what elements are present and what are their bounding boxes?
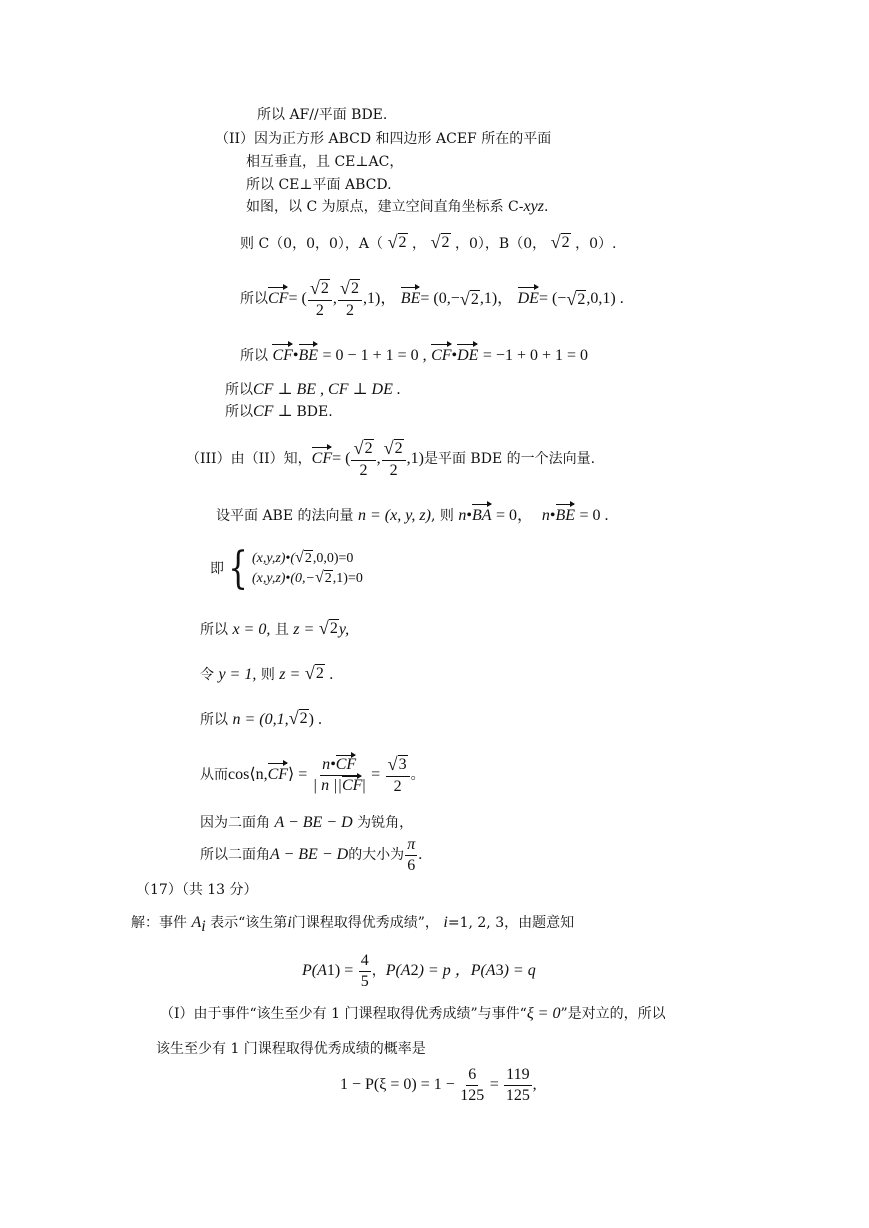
math-eq: =: [371, 766, 381, 783]
line-cf-perp: [225, 380, 401, 400]
fraction-119-over-125: $\frac{119}{125}$: [505, 1065, 530, 1104]
line-cosine: [200, 750, 425, 800]
sqrt-2: √ 2: [430, 232, 450, 252]
text-suoyi: 所以: [225, 382, 253, 398]
text-suoyi: 所以: [200, 622, 228, 638]
math-z: z =: [279, 666, 301, 683]
line-x-zero: [200, 619, 349, 640]
line-angle-value: [200, 835, 422, 875]
vector-cf: CF: [268, 290, 289, 307]
text-period-cn: 。: [410, 767, 425, 783]
text-event-pre: 解：事件: [131, 915, 187, 931]
text-af-parallel: 所以 AF//平面 BDE.: [257, 107, 388, 123]
math-pa: P(A: [302, 962, 327, 979]
line-n-value: [200, 709, 322, 730]
text-event-mid: 表示“该生第: [210, 915, 288, 931]
math-de: = (−: [538, 290, 567, 307]
text-ce-perp-plane: 所以 CE⊥平面 ABCD.: [246, 177, 392, 193]
text-part1-pre: （I）由于事件“该生至少有 1 门课程取得优秀成绩”与事件“: [160, 1006, 527, 1022]
math-be: = (0,−: [420, 290, 460, 307]
math-cos-end: ⟩ =: [288, 766, 308, 783]
line-let-y: [200, 664, 333, 685]
fraction-sqrt2-over-2: √ 2 2: [351, 439, 375, 479]
sqrt-2: √ 2: [318, 618, 338, 638]
fraction-sqrt2-over-2: √ 2 2: [308, 279, 332, 319]
sqrt-2: √ 2: [288, 708, 308, 728]
text-suoyi: 所以: [240, 291, 268, 307]
math-subscript-i: i: [201, 917, 206, 935]
line-system: [210, 543, 363, 594]
text-bde: BDE.: [296, 404, 333, 420]
math-cf-perp-plane: CF ⊥: [253, 403, 297, 420]
line-event-def: [131, 913, 574, 937]
line-problem-17: [136, 880, 258, 900]
math-eq0: = 0，: [495, 507, 533, 524]
math-dihedral: A − BE − D: [274, 814, 353, 831]
text-ze: 则: [260, 667, 275, 683]
text-part1-post: ”是对立的，所以: [560, 1006, 666, 1022]
fraction-4-over-5: $\frac{4}{5}$: [360, 951, 369, 990]
text-qie: 且: [274, 622, 289, 638]
sqrt-2: √ 2: [304, 663, 324, 683]
text-part3-post: 是平面 BDE 的一个法向量.: [423, 451, 596, 467]
fraction-sqrt2-over-2: √ 2 2: [338, 279, 362, 319]
vector-cf: CF: [267, 766, 289, 783]
left-brace: {: [228, 543, 248, 594]
math-i: i: [287, 914, 292, 931]
sqrt-2: √ 2: [387, 232, 407, 252]
vector-ba: BA: [471, 507, 492, 524]
math-z: z =: [293, 621, 315, 638]
sqrt-2: √ 2: [566, 288, 586, 309]
text-suoyi: 所以: [225, 404, 253, 420]
math-n-val: n = (0,1,: [232, 711, 289, 728]
vector-be: BE: [400, 290, 421, 307]
text-normal-pre: 设平面 ABE 的法向量: [216, 508, 354, 524]
period: .: [329, 666, 334, 683]
sqrt-2: √ 2: [459, 288, 479, 309]
text-ling: 令: [200, 667, 214, 683]
vector-cf: CF: [311, 450, 333, 467]
text-ze: , 则: [430, 508, 454, 524]
math-xi0: ξ = 0: [526, 1005, 561, 1022]
text-part2-intro: （II）因为正方形 ABCD 和四边形 ACEF 所在的平面: [215, 131, 552, 147]
text-suoyi: 所以: [240, 348, 268, 364]
fraction-sqrt2-over-2: √ 2 2: [382, 439, 406, 479]
line-part1-event: [160, 1004, 666, 1024]
line-af-parallel: [257, 105, 387, 125]
text-coord-end: ，0）.: [575, 236, 617, 252]
comma: ，: [412, 236, 426, 252]
text-suoyi: 所以: [200, 712, 228, 728]
math-eq: = (: [288, 290, 307, 307]
line-ce-perp-plane: [246, 175, 392, 195]
text-acute: 为锐角，: [357, 815, 414, 831]
math-dihedral: A − BE − D: [270, 846, 349, 863]
vector-de: DE: [457, 347, 479, 364]
text-conger: 从而: [200, 767, 228, 783]
math-de-end: ,0,1) .: [586, 290, 624, 307]
sqrt-2: √ 2: [550, 232, 570, 252]
math-one-minus-p: 1 − P(ξ = 0) = 1 −: [340, 1076, 455, 1093]
fraction-sqrt3-over-2: √ 3 2: [386, 755, 410, 795]
math-A: A: [191, 914, 202, 931]
line-probabilities: P(A 1 ) = $\frac{4}{5}$ ， P(A 2 ) = p ， P(A 3 ) = q: [302, 951, 536, 990]
text-event-post: 门课程取得优秀成绩”，: [291, 915, 439, 931]
vector-cf: CF: [272, 347, 293, 364]
line-acute-angle: [200, 813, 413, 833]
math-y: y,: [338, 621, 350, 638]
vector-be: BE: [298, 347, 319, 364]
text-event-end: =1, 2, 3，由题意知: [447, 915, 575, 931]
math-eq0-end: = 0 .: [579, 507, 609, 524]
text-coord-b: ，0），B（0，: [455, 236, 547, 252]
text-probability-label: 该生至少有 1 门课程取得优秀成绩的概率是: [156, 1041, 426, 1057]
math-n-end: ) .: [308, 711, 322, 728]
line-part3: （III）由（II）知， CF = ( √ 2 2 , √ 2 2 ,1) 是平面 BDE 的一个法向量.: [186, 438, 596, 479]
line-dot-products: 所以 CF•BE = 0 − 1 + 1 = 0 , CF•DE = −1 + 0 + 1 = 0: [240, 347, 589, 364]
math-be-end: ,1)，: [479, 290, 514, 307]
math-eq: = (: [332, 450, 351, 467]
text-ji: 即: [210, 561, 224, 577]
period: .: [418, 846, 423, 863]
line-cf-perp-bde: [225, 402, 333, 422]
math-xyz: xyz: [523, 198, 544, 215]
line-coordinate-system: [246, 197, 548, 217]
math-x0: x = 0,: [232, 621, 271, 638]
line-vectors: 所以 CF = ( √ 2 2 , √ 2 2 ,1)， BE = (0,− √ 2 ,1)， DE = (− √ 2 ,0,1) .: [240, 278, 624, 319]
line-normal-vector: 设平面 ABE 的法向量 n = (x, y, z), 则 n•BA = 0， n•BE = 0 .: [216, 507, 609, 524]
math-y1: y = 1,: [218, 666, 257, 683]
math-i: i: [443, 914, 448, 931]
text-size: 的大小为: [348, 847, 405, 863]
math-cf-end: ,1)，: [363, 290, 397, 307]
line-perpendicular: [246, 152, 403, 172]
math-cos: cos⟨n,: [228, 766, 268, 783]
problem-number: （17）（共 13 分）: [136, 882, 258, 898]
fraction-6-over-125: $\frac{6}{125}$: [460, 1065, 485, 1104]
math-dot2: = −1 + 0 + 1 = 0: [482, 347, 589, 364]
text-part3-pre: （III）由（II）知，: [186, 451, 312, 467]
math-cf-perp: CF ⊥ BE , CF ⊥ DE .: [253, 381, 401, 398]
line-final-probability: 1 − P(ξ = 0) = 1 − $\frac{6}{125}$ = $\frac{119}{125}$ ,: [340, 1065, 537, 1104]
text-dihedral: 所以二面角: [200, 847, 270, 863]
math-dot1: = 0 − 1 + 1 = 0 ,: [322, 347, 427, 364]
vector-de: DE: [517, 290, 539, 307]
equation-system: (x,y,z)•( √ 2 ,0,0)=0 (x,y,z)•(0,− √ 2 ,1)=0: [252, 549, 363, 586]
period: .: [543, 199, 549, 215]
text-coord-a: 则 C（0，0，0），A（: [240, 236, 383, 252]
fraction-cosine: $\frac{n•CF}{| n ||CF|}$: [312, 755, 366, 794]
line-probability-label: [156, 1039, 426, 1059]
vector-be: BE: [555, 507, 576, 524]
vector-cf: CF: [431, 347, 452, 364]
line-part2-intro: [215, 129, 551, 149]
text-perpendicular: 相互垂直，且 CE⊥AC，: [246, 154, 404, 170]
text-coordinate-system: 如图，以 C 为原点，建立空间直角坐标系 C-: [246, 199, 524, 215]
text-dihedral: 因为二面角: [200, 815, 270, 831]
math-n: n = (x, y, z): [357, 507, 431, 524]
line-coordinates: [240, 233, 616, 254]
fraction-pi-over-6: $\frac{\pi}{6}$: [407, 835, 416, 874]
